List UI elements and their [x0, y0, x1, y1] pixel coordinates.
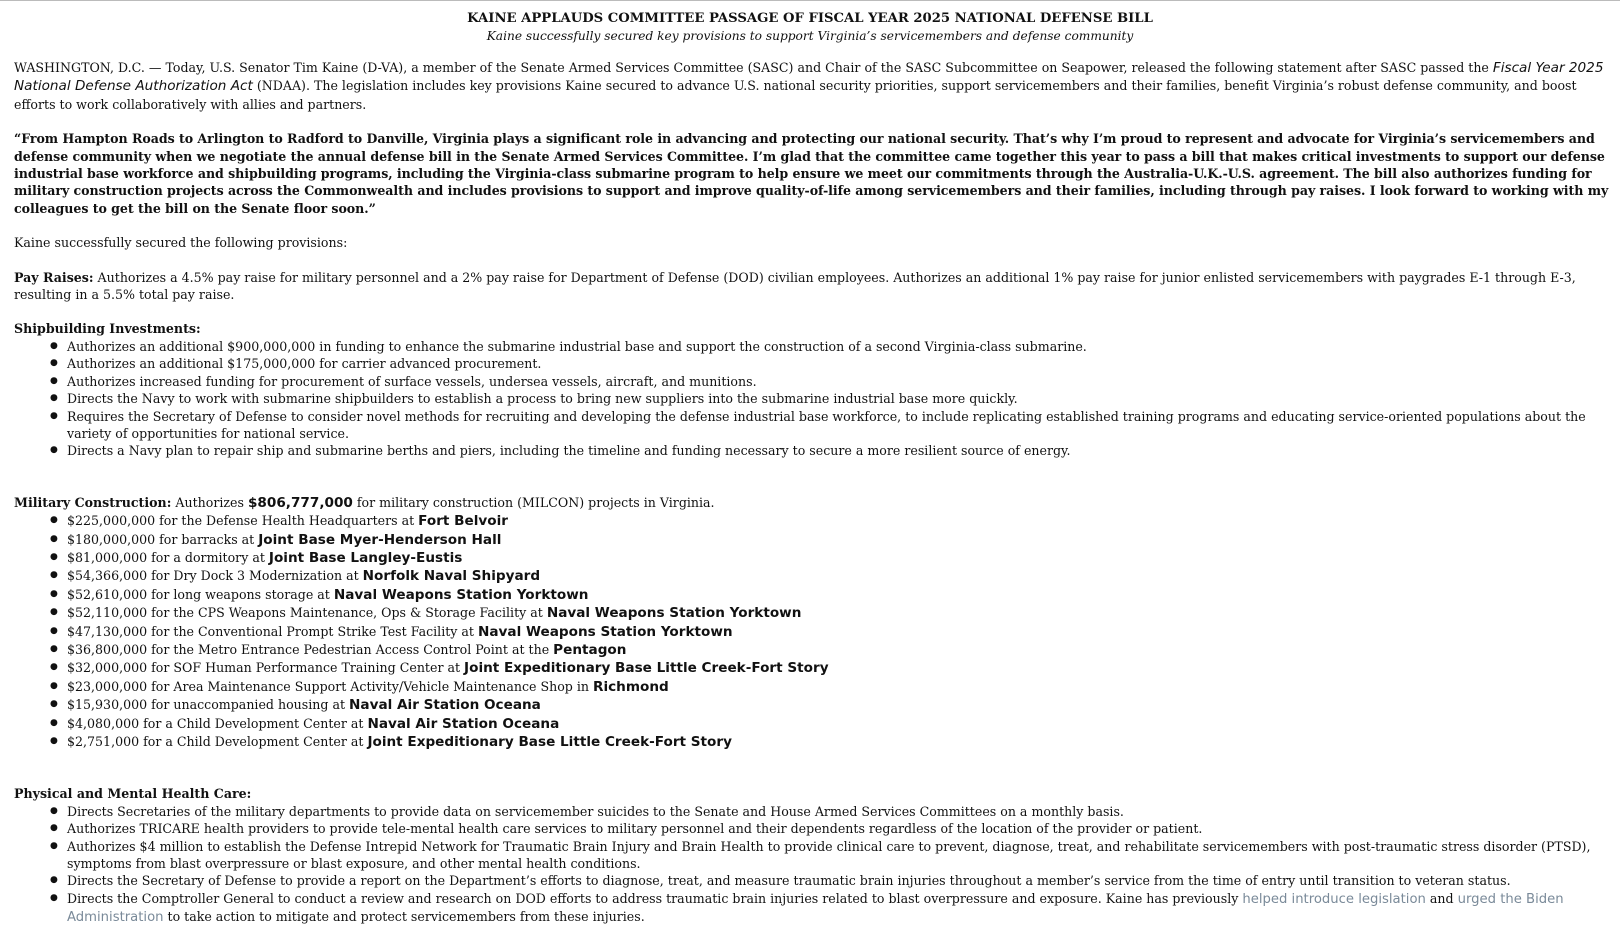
list-item: ● Directs Secretaries of the military departments to provide data on servicemember suicides to the Senate and House Armed Services Committees on a monthly basis. [67, 803, 1614, 820]
biden-administration-link[interactable]: urged the Biden Administration [67, 891, 1564, 926]
project-text: $54,366,000 for Dry Dock 3 Modernization at [67, 568, 363, 584]
provisions-lead: Kaine successfully secured the following provisions: [14, 235, 348, 251]
shipbuilding-heading: Shipbuilding Investments: [14, 321, 201, 337]
milcon-text: Authorizes [171, 494, 248, 510]
list-item [67, 733, 1614, 751]
list-item [67, 549, 1614, 567]
list-item [67, 890, 1614, 927]
list-item [67, 641, 1614, 659]
list-item [67, 696, 1614, 714]
act-name: Fiscal Year 2025 National Defense Authorization Act [14, 60, 1604, 95]
intro-paragraph [14, 59, 1614, 113]
project-location: Fort Belvoir [418, 513, 508, 530]
kaine-quote: “From Hampton Roads to Arlington to Radford to Danville, Virginia plays a significant role in advancing and protecting our national security. That’s why I’m proud to represent and advocate for Virginia’s servicemembers and defense community when we negotiate the annual defense bill in the Senate Armed Services Committee. I’m glad that the committee came together this year to pass a bill that makes critical investments to support our defense industrial base workforce and shipbuilding programs, including the Virginia-class submarine program to help ensure we meet our commitments through the Australia-U.K.-U.S. agreement. The bill also authorizes funding for military construction projects across the Commonwealth and includes provisions to support and improve quality-of-life among servicemembers and their families, including through pay raises. I look forward to working with my colleagues to get the bill on the Senate floor soon.” [14, 131, 1609, 216]
intro-text-end: (NDAA). The legislation includes key provisions Kaine secured to advance U.S. national security priorities, support servicemembers and their families, benefit Virginia’s robust defense community, and boost efforts to work collaboratively with allies and partners. [14, 78, 1577, 112]
project-text: $32,000,000 for SOF Human Performance Training Center at [67, 660, 465, 676]
list-item: ● Directs the Navy to work with submarine shipbuilders to establish a process to bring new suppliers into the submarine industrial base more quickly. [67, 390, 1614, 407]
list-item: ● Authorizes an additional $900,000,000 in funding to enhance the submarine industrial base and support the construction of a second Virginia-class submarine. [67, 338, 1614, 355]
health-heading: Physical and Mental Health Care: [14, 786, 252, 802]
project-location: Naval Air Station Oceana [349, 697, 541, 714]
health-list [14, 803, 1614, 927]
project-location: Richmond [592, 678, 669, 695]
page-title: KAINE APPLAUDS COMMITTEE PASSAGE OF FISCAL YEAR 2025 NATIONAL DEFENSE BILL [467, 11, 1153, 26]
project-location: Joint Expeditionary Base Little Creek-Fort Story [464, 660, 829, 677]
list-item [67, 604, 1614, 622]
project-text: $52,610,000 for long weapons storage at [67, 586, 334, 602]
project-text: $81,000,000 for a dormitory at [67, 549, 269, 565]
milcon-text-end: for military construction (MILCON) projects in Virginia. [352, 494, 715, 510]
pay-raises-heading: Pay Raises: [14, 269, 94, 285]
project-location: Naval Air Station Oceana [367, 715, 560, 732]
list-item [67, 586, 1614, 604]
milcon-amount: $806,777,000 [247, 494, 353, 511]
project-location: Naval Weapons Station Yorktown [333, 586, 589, 603]
legislation-link[interactable]: helped introduce legislation [1242, 891, 1426, 907]
milcon-heading: Military Construction: [14, 494, 172, 510]
project-location: Norfolk Naval Shipyard [362, 568, 541, 585]
article-body [14, 59, 1614, 927]
project-text: $47,130,000 for the Conventional Prompt Strike Test Facility at [67, 623, 478, 639]
list-item [67, 678, 1614, 696]
milcon-section [14, 494, 1614, 512]
project-text: $4,080,000 for a Child Development Center at [67, 715, 368, 731]
project-location: Naval Weapons Station Yorktown [478, 623, 733, 640]
milcon-list [14, 512, 1614, 751]
list-item: ● Authorizes TRICARE health providers to provide tele-mental health care services to military personnel and their dependents regardless of the location of the provider or patient. [67, 820, 1614, 837]
project-text: $23,000,000 for Area Maintenance Support Activity/Vehicle Maintenance Shop in [67, 678, 593, 694]
list-item: ● Authorizes $4 million to establish the Defense Intrepid Network for Traumatic Brain Injury and Brain Health to provide clinical care to prevent, diagnose, treat, and rehabilitate servicemembers with post-traumatic stress disorder (PTSD), symptoms from blast overpressure or blast exposure, and other mental health conditions. [67, 838, 1614, 873]
project-text: $36,800,000 for the Metro Entrance Pedestrian Access Control Point at the [67, 641, 554, 657]
list-item [67, 567, 1614, 585]
list-item: ● Directs a Navy plan to repair ship and submarine berths and piers, including the timeline and funding necessary to secure a more resilient source of energy. [67, 442, 1614, 459]
list-item [67, 623, 1614, 641]
project-location: Joint Expeditionary Base Little Creek-Fort Story [367, 734, 732, 750]
project-location: Joint Base Myer-Henderson Hall [258, 531, 502, 548]
list-item: ● Directs the Secretary of Defense to provide a report on the Department’s efforts to diagnose, treat, and measure traumatic brain injuries throughout a member’s service from the time of entry until transition to veteran status. [67, 872, 1614, 889]
intro-text: WASHINGTON, D.C. — Today, U.S. Senator Tim Kaine (D-VA), a member of the Senate Armed Services Committee (SASC) and Chair of the SASC Subcommittee on Seapower, released the following statement after SASC passed the [14, 60, 1493, 75]
list-item [67, 531, 1614, 549]
project-location: Pentagon [553, 641, 627, 658]
project-text: $2,751,000 for a Child Development Center at [67, 734, 368, 749]
list-item [67, 715, 1614, 733]
project-text: $180,000,000 for barracks at [67, 531, 259, 547]
shipbuilding-list [14, 338, 1614, 460]
list-item: ● Requires the Secretary of Defense to consider novel methods for recruiting and developing the defense industrial base workforce, to include replicating established training programs and educating service-oriented populations about the variety of opportunities for national service. [67, 408, 1614, 443]
project-text: $52,110,000 for the CPS Weapons Maintenance, Ops & Storage Facility at [67, 605, 547, 621]
list-item: ● Authorizes increased funding for procurement of surface vessels, undersea vessels, aircraft, and munitions. [67, 373, 1614, 390]
list-item-text: Directs the Comptroller General to conduct a review and research on DOD efforts to address traumatic brain injuries related to blast overpressure and exposure. Kaine has previously [67, 890, 1243, 906]
list-item-text: and [1425, 890, 1458, 906]
list-item: ● Authorizes an additional $175,000,000 for carrier advanced procurement. [67, 355, 1614, 372]
list-item-text: to take action to mitigate and protect servicemembers from these injuries. [163, 909, 645, 925]
list-item [67, 659, 1614, 677]
page-subtitle: Kaine successfully secured key provisions to support Virginia’s servicemembers and defense community [486, 29, 1134, 43]
pay-raises-section [14, 269, 1614, 304]
project-text: $225,000,000 for the Defense Health Headquarters at [67, 513, 419, 529]
project-location: Joint Base Langley-Eustis [268, 549, 463, 566]
list-item [67, 512, 1614, 530]
project-location: Naval Weapons Station Yorktown [546, 605, 802, 622]
pay-raises-text: Authorizes a 4.5% pay raise for military personnel and a 2% pay raise for Department of Defense (DOD) civilian employees. Authorizes an additional 1% pay raise for junior enlisted servicemembers with paygrades E-1 through E-3, resulting in a 5.5% total pay raise. [14, 269, 1576, 303]
project-text: $15,930,000 for unaccompanied housing at [67, 697, 350, 713]
